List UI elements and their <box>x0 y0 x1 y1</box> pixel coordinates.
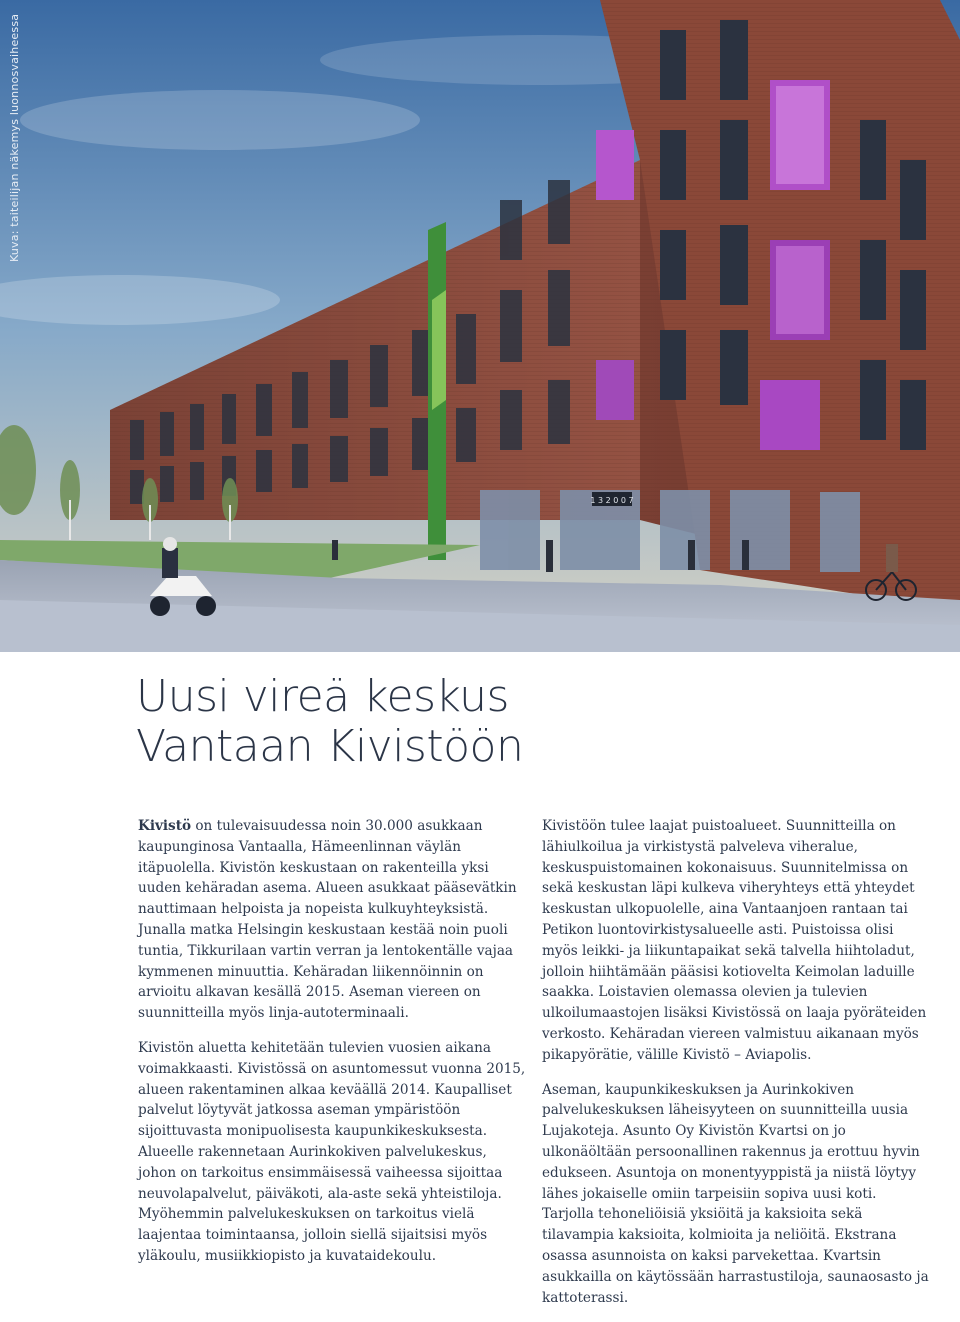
headline <box>136 672 523 772</box>
paragraph: Aseman, kaupunkikeskuksen ja Aurinkokiven palvelukeskuksen läheisyyteen on suunnitteilla uusia Lujakoteja. Asunto Oy Kivistön Kvartsi on jo ulkonäöltään persoonallinen rakennus ja erottuu hyvin edukseen. Asuntoja on monentyyppistä ja niistä löytyy lähes jokaiselle omiin tarpeisiin sopiva uusi koti. Tarjolla tehoneliöisiä yksiöitä ja kaksioita sekä tilavampia kaksioita, kolmioita ja neliöitä. Ekstrana osassa asunnoista on kaksi parvekettaa. Kvartsin asukkailla on käytössään harrastustiloja, saunaosasto ja kattoterassi. <box>542 1081 929 1306</box>
paragraph: Kivistöön tulee laajat puistoalueet. Suunnitteilla on lähiulkoilua ja virkistystä palveleva viheralue, keskuspuistomainen kokonaisuus. Suunnitelmissa on sekä keskustan läpi kulkeva viheryhteys että yhteydet keskustan ulkopuolelle, aina Vantaanjoen rantaan tai Petikon luontovirkistysalueelle asti. Puistoissa olisi myös leikki- ja liikuntapaikat sekä talvella hiihtoladut, jolloin hiihtämään pääsisi kotiovelta Keimolan laduille saakka. Loistavien olemassa olevien ja tulevien ulkoilumaastojen lisäksi Kivistössä on laaja pyöräteiden verkosto. Kehäradan viereen valmistuu aikanaan myös pikapyörätie, välille Kivistö – Aviapolis. <box>542 818 927 1063</box>
right-column <box>542 816 932 1322</box>
lead-word: Kivistö <box>138 818 192 834</box>
headline-line-1: Uusi vireä keskus <box>136 671 509 722</box>
building-rendering <box>0 0 960 652</box>
paragraph <box>138 816 528 1024</box>
hero-illustration <box>0 0 960 652</box>
headline-line-2: Vantaan Kivistöön <box>136 721 524 772</box>
sign-text: 1 3 2 0 0 7 <box>590 496 634 505</box>
paragraph: Kivistön aluetta kehitetään tulevien vuosien aikana voimakkaasti. Kivistössä on asuntomessut vuonna 2015, alueen rakentaminen alkaa keväällä 2014. Kaupalliset palvelut löytyvät jatkossa aseman ympäristöön sijoittuvasta monipuolisesta kaupunkikeskuksesta. Alueelle rakennetaan Aurinkokiven palvelukeskus, johon on tarkoitus ensimmäisessä vaiheessa sijoittaa neuvolapalvelut, päiväkoti, ala-aste sekä yhteistiloja. Myöhemmin palvelukeskuksen on tarkoitus vielä laajentaa toimintaansa, jolloin siellä sijaitsisi myös yläkoulu, musiikkiopisto ja kuvataidekoulu. <box>138 1039 526 1264</box>
photo-caption: Kuva: taiteilijan näkemys luonnosvaiheessa <box>8 13 21 262</box>
left-column <box>138 816 528 1281</box>
paragraph-text: on tulevaisuudessa noin 30.000 asukkaan kaupunginosa Vantaalla, Hämeenlinnan väylän itäpuolella. Kivistön keskustaan on rakenteilla yksi uuden kehäradan asema. Alueen asukkaat pääsevätkin nauttimaan helpoista ja nopeista kulkuyhteyksistä. Junalla matka Helsingin keskustaan kestää noin puoli tuntia, Tikkurilaan vartin verran ja lentokentälle vajaa kymmenen minuuttia. Kehäradan liikennöinnin on arvioitu alkavan kesällä 2015. Aseman viereen on suunnitteilla myös linja-autoterminaali. <box>138 818 517 1022</box>
